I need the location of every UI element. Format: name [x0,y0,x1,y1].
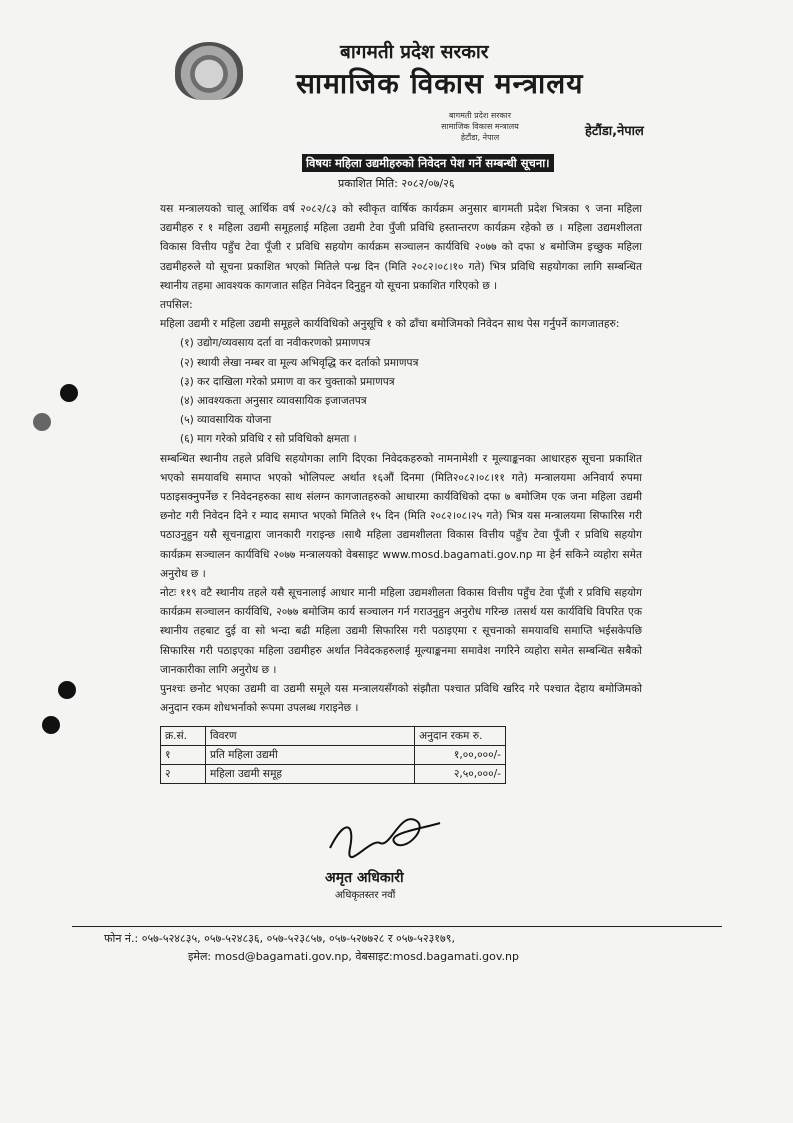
cell: १ [161,746,206,765]
list-item: (२) स्थायी लेखा नम्बर वा मूल्य अभिवृद्धि कर दर्ताको प्रमाणपत्र [180,356,419,369]
col-header: विवरण [206,727,415,746]
grant-table [160,726,506,784]
stamp-line: सामाजिक विकास मन्त्रालय [441,122,519,131]
punch-hole [33,413,51,431]
cell: प्रति महिला उद्यमी [206,746,415,765]
stamp-line: हेटौंडा, नेपाल [460,133,500,142]
paragraph-note: नोटः ११९ वटै स्थानीय तहले यसै सूचनालाई आधार मानी महिला उद्यमशीलता विकास वित्तीय पहुँच टेवा पूँजी र प्रविधि सहयोग कार्यक्रम सञ्चालन कार्यविधि, २०७७ बमोजिम कार्य सञ्चालन गर्न गराउनुहुन अनुरोध गरिन्छ ।तसर्थ यस कार्यविधि विपरित एक स्थानीय तहबाट दुई वा सो भन्दा बढी महिला उद्यमी सिफारिस गरी पठाइएमा र सूचनाको समयावधि समाप्ति भईसकेपछि सिफारिस गरी पठाइएका महिला उद्यमीहरु अर्थात निवेदकहरुलाई मूल्याङ्कनमा समावेश नगरिने व्यहोरा समेत सम्बन्धित सबैको जानकारीका लागि अनुरोध छ । [160,587,642,676]
footer-email: इमेल: mosd@bagamati.gov.np, वेबसाइट:mosd.bagamati.gov.np [188,950,519,964]
table-row [161,765,506,784]
ministry-name: सामाजिक विकास मन्त्रालय [296,67,584,100]
list-item: (१) उद्योग/व्यवसाय दर्ता वा नवीकरणको प्रमाणपत्र [180,337,371,350]
notice-body [104,0,642,996]
office-location: हेटौंडा,नेपाल [585,124,644,139]
table-header-row [161,727,506,746]
list-item: (३) कर दाखिला गरेको प्रमाण वा कर चुक्ताको प्रमाणपत्र [180,375,395,388]
footer [72,926,722,966]
paragraph-punashcha: पुनश्चः छनोट भएका उद्यमी वा उद्यमी समूले यस मन्त्रालयसँगको संझौता पश्चात प्रविधि खरिद गरे पश्चात देहाय बमोजिमको अनुदान रकम शोधभर्नाको रूपमा उपलब्ध गराइनेछ । [160,683,642,715]
cell: २ [161,765,206,784]
table-row [161,746,506,765]
documents-list [160,334,642,449]
government-name: बागमती प्रदेश सरकार [340,41,489,63]
signatory-title: अधिकृतस्तर नवौं [335,890,396,902]
signature-block [325,808,505,904]
list-item: (५) व्यावसायिक योजना [180,414,272,427]
punch-hole [60,384,78,402]
cell: महिला उद्यमी समूह [206,765,415,784]
documents-intro: महिला उद्यमी र महिला उद्यमी समूहले कार्यविधिको अनुसूचि १ को ढाँचा बमोजिमको निवेदन साथ पेस गर्नुपर्ने कागजातहरु: [160,318,620,331]
footer-phone: फोन नं.: ०५७-५२४८३५, ०५७-५२४८३६, ०५७-५२३८५७, ०५७-५२७७२८ र ०५७-५२३१७९, [104,932,455,946]
punch-hole [58,681,76,699]
cell: २,५०,०००/- [415,765,506,784]
list-item: (६) माग गरेको प्रविधि र सो प्रविधिको क्षमता । [180,433,357,446]
punch-hole [42,716,60,734]
signatory-name: अमृत अधिकारी [325,870,404,887]
cell: १,००,०००/- [415,746,506,765]
col-header: अनुदान रकम रु. [415,727,506,746]
signature [325,808,475,868]
subject-heading: विषयः महिला उद्यमीहरुको निवेदन पेश गर्ने सम्बन्धी सूचना। [302,154,554,172]
col-header: क्र.सं. [161,727,206,746]
tapasil-label: तपसिल: [160,299,193,312]
paragraph-procedure: सम्बन्धित स्थानीय तहले प्रविधि सहयोगका लागि दिएका निवेदकहरुको नामनामेशी र मूल्याङ्कनका आधारहरु सूचना प्रकाशित भएको समयावधि समाप्त भएको भोलिपल्ट अर्थात १६औं दिनमा (मिति२०८२।०८।११ गते) मन्त्रालयमा अनिवार्य रुपमा पठाइसक्नुपर्नेछ र निवेदनहरुका साथ संलग्न कागजातहरुको आधारमा कार्यविधिको दफा ७ बमोजिम एक जना महिला उद्यमी छनोट गरी निवेदन दिने र म्याद समाप्त भएको मितिले १५ दिन (मिति २०८२।०८।२५ गते) भित्र यस मन्त्रालयमा सिफारिस गरी पठाउनुहुन यसै सूचनाद्वारा जानकारी गराइन्छ ।साथै महिला उद्यमशीलता विकास वित्तीय पहुँच टेवा पूँजी र प्रविधि सहयोग कार्यक्रम सञ्चालन कार्यविधि २०७७ मन्त्रालयको वेबसाइट www.mosd.bagamati.gov.np मा हेर्न सकिने व्यहोरा समेत अनुरोध छ । [160,452,642,580]
stamp-line: बागमती प्रदेश सरकार [448,111,512,120]
published-date: प्रकाशित मिति: २०८२/०७/२६ [338,177,455,190]
list-item: (४) आवश्यकता अनुसार व्यावसायिक इजाजतपत्र [180,395,367,408]
paragraph-intro: यस मन्त्रालयको चालू आर्थिक वर्ष २०८२/८३ को स्वीकृत वार्षिक कार्यक्रम अनुसार बागमती प्रदेश भित्रका ९ जना महिला उद्यमीहरु र १ महिला उद्यमी समूहलाई महिला उद्यमी टेवा पुँजी प्रविधि हस्तान्तरण कार्यक्रम रहेको छ । महिला उद्यमशीलता विकास वित्तीय पहुँच टेवा पूँजी र प्रविधि सहयोग कार्यक्रम सञ्चालन कार्यविधि २०७७ को दफा ४ बमोजिम इच्छुक महिला उद्यमीहरुले यो सूचना प्रकाशित भएको मितिले पन्ध्र दिन (मिति २०८२।०८।१० गते) भित्र प्रविधि सहयोगका लागि सम्बन्धित स्थानीय तहमा आवश्यक कागजात सहित निवेदन दिनुहुन यो सूचना प्रकाशित गरिएको छ । [160,203,642,292]
